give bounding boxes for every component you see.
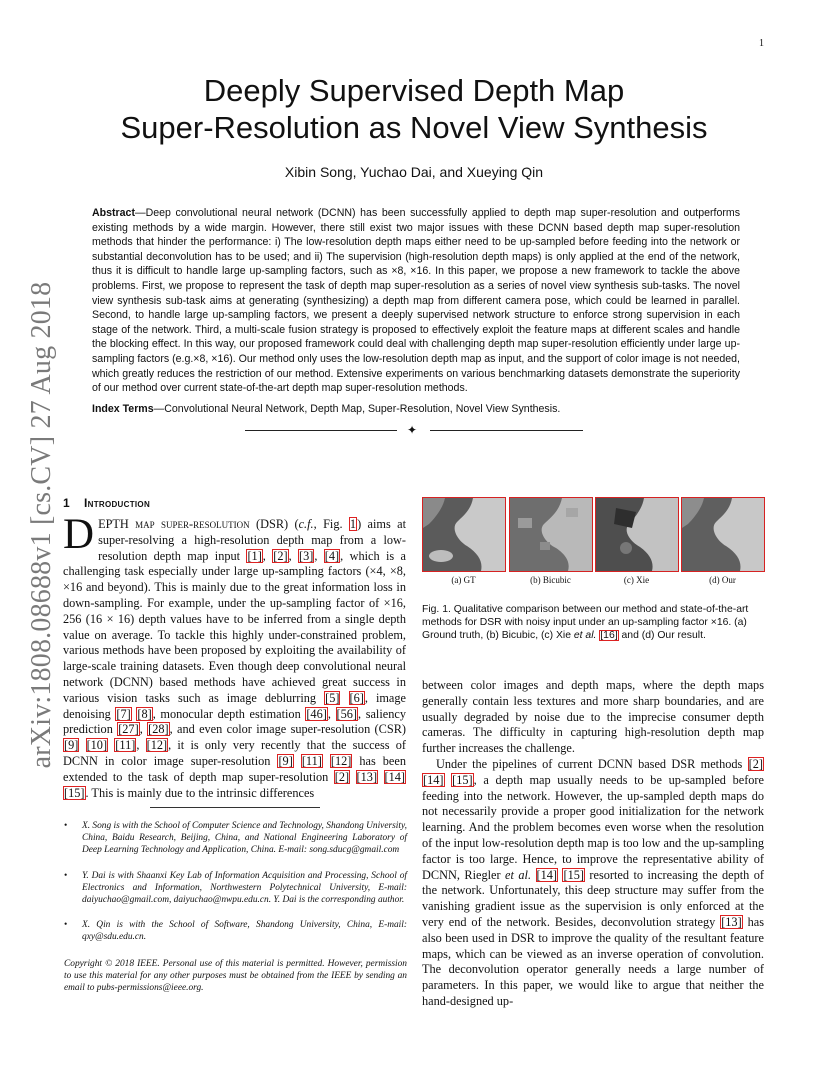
copyright-notice: Copyright © 2018 IEEE. Personal use of this material is permitted. However, permission to use this material for any other purposes must be obtained from the IEEE by sending an email to pubs-permissions@ieee.org. [64, 958, 407, 994]
footnote-dai [64, 870, 407, 907]
citation-link[interactable]: [46] [306, 706, 327, 721]
bullet-icon: • [64, 870, 68, 881]
citation-link[interactable]: [10] [86, 738, 108, 753]
citation-link[interactable]: [15] [64, 785, 85, 800]
footnote-song [64, 820, 407, 857]
citation-link[interactable]: [56] [336, 706, 358, 721]
figure-panel-gt [422, 497, 506, 572]
abstract-label: Abstract [92, 207, 135, 219]
text-run: and (d) Our result. [618, 630, 706, 641]
text-run: , and even color image super-resolution (CSR) [169, 722, 406, 737]
depth-image-ours [682, 498, 764, 571]
citation-link[interactable]: [2] [273, 548, 288, 563]
index-terms-label: Index Terms [92, 403, 154, 415]
authors: Xibin Song, Yuchao Dai, and Xueying Qin [284, 164, 544, 180]
depth-image-xie [596, 498, 678, 571]
panel-caption-ours: (d) Our [709, 575, 736, 585]
citation-link[interactable]: [2] [334, 769, 350, 784]
citation-link[interactable]: [12] [330, 753, 352, 768]
text-run: , a depth map usually needs to be up-sampled before feeding into the network. However, the up-sampled depth maps do not necessarily provide a proper good initialization for the network learning. And the problem becomes even worse when the resolution of the input low-resolution depth map is too low and the up-sampling factor is too large. Hence, to improve the representative ability of DCNN, Riegler [422, 772, 764, 882]
text-run-italic: c.f. [298, 517, 314, 531]
citation-link[interactable]: [15] [452, 772, 473, 787]
index-terms [92, 403, 740, 415]
intro-column [63, 511, 407, 801]
text-run: has also been used in DSR to improve the quality of the resultant feature maps, which can be viewed as an inverse operation of convolution. The deconvolution operator generally needs a large number of parameters. In this paper, we would like to argue that neither the hand-designed up- [422, 914, 764, 1008]
figure-panel-xie [595, 497, 679, 572]
citation-link[interactable]: [27] [118, 722, 139, 737]
arxiv-stamp[interactable]: arXiv:1808.08688v1 [cs.CV] 27 Aug 2018 [26, 281, 57, 769]
divider-diamond-icon: ✦ [407, 423, 418, 437]
text-run: , image denoising [63, 690, 406, 721]
text-run-italic: et al. [505, 867, 532, 882]
citation-link[interactable]: [15] [563, 867, 584, 882]
footnote-rule [150, 807, 320, 808]
figure-link[interactable]: 1 [349, 517, 357, 531]
citation-link[interactable]: [6] [349, 690, 364, 705]
figure-panel-ours [681, 497, 765, 572]
text-run: ) aims at super-resolving a high-resolution depth map from a low-resolution depth map input [98, 517, 407, 563]
panel-caption-xie: (c) Xie [623, 575, 650, 585]
citation-link[interactable]: [4] [324, 548, 340, 563]
abstract-text: —Deep convolutional neural network (DCNN) has been successfully applied to depth map super-resolution and outperforms existing methods by a wide margin. However, there still exist two major issues with these DCNN based depth map super-resolution methods that hinder the performance: i) The low-resolution depth maps either need to be up-sampled before feeding into the network or substantial deconvolution has to be used; and ii) The supervision (high-resolution depth maps) is only applied at the end of the network, thus it is difficult to handle large up-sampling factors, such as ×8, ×16. In this paper, we propose a new framework to tackle the above problems. First, we propose to represent the task of depth map super-resolution as a series of novel view synthesis sub-tasks. The novel view synthesis sub-task aims at generating (synthesizing) a depth map from different camera pose, which could be learned in parallel. Second, to handle large up-sampling factors, we present a deeply supervised network structure to enforce strong supervision in each stage of the network. Third, a multi-scale fusion strategy is proposed to effectively exploit the feature maps at different scales and handle the blocking effect. In this way, our proposed framework could deal with challenging depth map super-resolution efficiently under large up-sampling factors (e.g.×8, ×16). Our method only uses the low-resolution depth map as input, and the support of color image is not needed, which greatly reduces the restriction of our method. Extensive experiments on various benchmarking datasets demonstrate the superiority of our method over current state-of-the-art depth map super-resolution methods. [92, 207, 740, 395]
figure-panel-bicubic [509, 497, 593, 572]
depth-image-bicubic [510, 498, 592, 571]
citation-link[interactable]: [11] [115, 738, 136, 753]
text-run: , [314, 548, 324, 563]
text-run-italic: et al. [573, 630, 597, 641]
bullet-icon: • [64, 920, 68, 931]
footnotes [64, 820, 407, 994]
panel-caption-bicubic: (b) Bicubic [530, 575, 571, 585]
citation-link[interactable]: [3] [299, 548, 314, 563]
citation-link[interactable]: [14] [423, 772, 444, 787]
citation-link[interactable]: [1] [247, 548, 262, 563]
citation-link[interactable]: [7] [116, 706, 131, 721]
citation-link[interactable]: [9] [64, 738, 79, 753]
depth-image-gt [423, 498, 505, 571]
intro-paragraph: DEPTH map super-resolution (DSR) (c.f., Fig. 1) aims at super-resolving a high-resolution depth map from a low-resolution depth map input [1], [2], [3], [4], which is a challenging task especially under large up-sampling factors (×4, ×8, ×16 and beyond). This is mainly due to the great information loss in down-sampling. For example, under the up-sampling factor of ×16, 256 (16 × 16) depth values have to be inferred from a single depth value on average. To tackle this highly under-constrained problem, various methods have been proposed by exploiting the availability of large-scale training datasets. Even though deep convolutional neural network (DCNN) based methods have achieved great success in various vision tasks such as image deblurring [5] [6], image denoising [7] [8], monocular depth estimation [46], [56], saliency prediction [27], [28], and even color image super-resolution (CSR) [9] [10] [11], [12], it is only very recently that the success of DCNN in color image super-resolution [9] [11] [12] has been extended to the task of depth map super-resolution [2] [13] [14] [15]. This is mainly due to the intrinsic differences [63, 511, 407, 800]
figure-caption [422, 603, 764, 642]
section-title: Introduction [83, 496, 151, 510]
text-run: Under the pipelines of current DCNN based DSR methods [436, 756, 748, 771]
section-heading [63, 496, 150, 510]
text-run: , saliency prediction [63, 706, 406, 737]
citation-link[interactable]: [11] [301, 753, 322, 768]
footnote-text: Y. Dai is with Shaanxi Key Lab of Information Acquisition and Processing, School of Electronics and Information, Northwestern Polytechnical University, E-mail: daiyuchao@gmail.com, daiyuchao@nwpu.edu.cn. Y. Dai is the corresponding author. [82, 870, 407, 906]
abstract [92, 206, 740, 396]
citation-link[interactable]: [8] [137, 706, 152, 721]
text-run: , monocular depth estimation [152, 706, 306, 721]
section-number: 1 [63, 496, 70, 510]
footnote-text: X. Song is with the School of Computer Science and Technology, Shandong University, China, Baidu Research, Beijing, China, and National Engineering Laboratory of Deep Learning Technology and Application, China. E-mail: song.sducg@gmail.com [82, 821, 407, 856]
citation-link[interactable]: [12] [146, 738, 168, 753]
text-run: . This is mainly due to the intrinsic differences [85, 785, 315, 800]
text-run: , it is only very recently that the success of DCNN in color image super-resolution [63, 738, 407, 768]
text-run: has been extended to the task of depth map super-resolution [63, 753, 406, 784]
page-number: 1 [759, 38, 764, 49]
citation-link[interactable]: [28] [148, 722, 169, 737]
citation-link[interactable]: [14] [384, 769, 405, 784]
text-run: , [262, 548, 273, 563]
citation-link[interactable]: [9] [278, 753, 293, 768]
paragraph [422, 757, 764, 1010]
drop-cap: D [63, 511, 95, 558]
paper-title [0, 72, 828, 146]
divider-right [430, 430, 583, 431]
divider-left [245, 430, 397, 431]
text-run: EPTH map super-resolution (DSR) ( [98, 517, 299, 531]
title-line-1: Deeply Supervised Depth Map [203, 73, 625, 108]
text-run: , which is a challenging task especially under large up-sampling factors (×4, ×8, ×16 and beyond). This is mainly due to the great information loss in down-sampling. For example, under the up-sampling factor of ×16, 256 (16 × 16) depth values have to be inferred from a single depth value on average. To tackle this highly under-constrained problem, various methods have been proposed by exploiting the availability of large-scale training datasets. Even though deep convolutional neural network (DCNN) based methods have achieved great success in various vision tasks such as image deblurring [63, 548, 406, 705]
text-run: resorted to increasing the depth of the network. Unfortunately, this deep structure may suffer from the vanishing gradient issue as the supervision is only enforced at the very end of the network. Besides, deconvolution strategy [422, 867, 765, 929]
paragraph: between color images and depth maps, where the depth maps generally contain less textures and more sharp boundaries, and are usually degraded by noise due to the imprecise consumer depth cameras. The difficulty in capturing high-resolution depth map further increases the challenge. [422, 678, 764, 756]
citation-link[interactable]: [16] [600, 630, 618, 641]
text-run: Fig. 1. Qualitative comparison between our method and state-of-the-art methods for DSR with noisy input under an up-sampling factor ×16. (a) Ground truth, (b) Bicubic, (c) Xie [422, 604, 749, 641]
citation-link[interactable]: [14] [536, 867, 557, 882]
citation-link[interactable]: [2] [748, 756, 763, 771]
index-terms-text: —Convolutional Neural Network, Depth Map, Super-Resolution, Novel View Synthesis. [153, 403, 561, 415]
citation-link[interactable]: [13] [356, 769, 378, 784]
text-run: , Fig. [313, 517, 349, 531]
panel-caption-gt: (a) GT [451, 575, 476, 585]
footnote-qin [64, 919, 407, 943]
footnote-text: X. Qin is with the School of Software, Shandong University, China, E-mail: qxy@sdu.edu.cn. [82, 920, 407, 943]
text-run: , [288, 548, 299, 563]
bullet-icon: • [64, 821, 68, 831]
citation-link[interactable]: [5] [325, 690, 340, 705]
right-column [422, 678, 764, 1010]
citation-link[interactable]: [13] [721, 914, 742, 929]
title-line-2: Super-Resolution as Novel View Synthesis [120, 110, 708, 145]
